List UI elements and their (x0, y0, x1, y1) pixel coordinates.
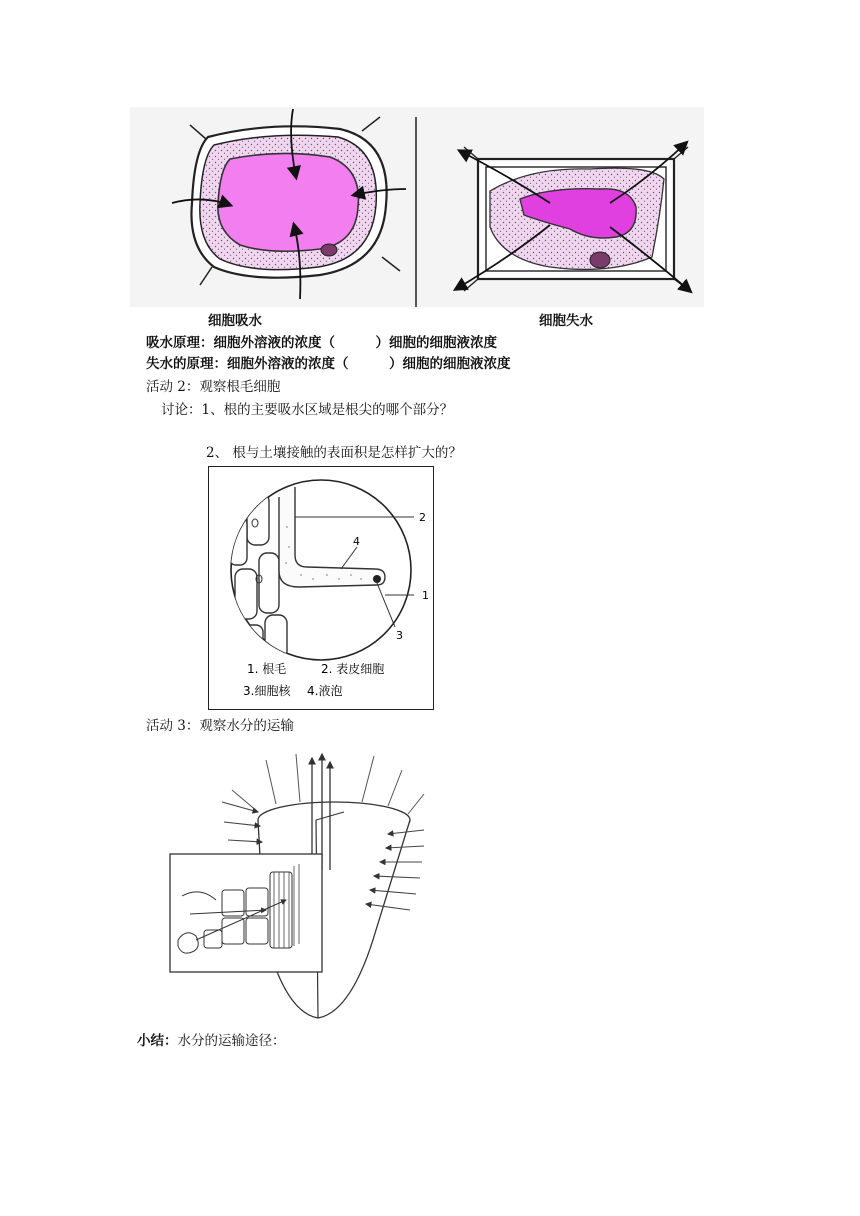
cell-lose-diagram (456, 143, 690, 291)
callout-1: 1 (422, 589, 429, 602)
cell-water-figure (130, 107, 704, 307)
summary-text: 水分的运输途径： (177, 1033, 286, 1049)
callout-4: 4 (353, 535, 360, 548)
legend-root-hair: 1. 根毛 (247, 662, 287, 676)
callout-3: 3 (396, 629, 403, 642)
caption-lose: 细胞失水 (539, 313, 593, 329)
legend-nucleus: 3.细胞核 (243, 684, 291, 698)
lose-principle (146, 355, 511, 373)
absorb-principle-text: 细胞外溶液的浓度（ ）细胞的细胞液浓度 (213, 335, 497, 351)
water-transport-figure (166, 750, 436, 1022)
callout-2: 2 (419, 511, 426, 524)
activity2-question1: 讨论：1、根的主要吸水区域是根尖的哪个部分？ (161, 402, 454, 418)
activity2-question2: 2、 根与土壤接触的表面积是怎样扩大的？ (206, 445, 462, 461)
caption-absorb: 细胞吸水 (208, 313, 262, 329)
lose-principle-label: 失水的原理： (146, 356, 227, 372)
absorb-principle (146, 334, 497, 352)
activity2-title: 活动 2：观察根毛细胞 (146, 379, 281, 395)
summary-label: 小结： (137, 1033, 178, 1049)
activity3-title: 活动 3：观察水分的运输 (146, 718, 294, 734)
legend-vacuole: 4.液泡 (307, 684, 343, 698)
summary (137, 1032, 286, 1050)
root-hair-figure (208, 466, 434, 710)
absorb-principle-label: 吸水原理： (146, 335, 214, 351)
lose-principle-text: 细胞外溶液的浓度（ ）细胞的细胞液浓度 (227, 356, 511, 372)
legend-epidermis: 2. 表皮细胞 (321, 662, 385, 676)
